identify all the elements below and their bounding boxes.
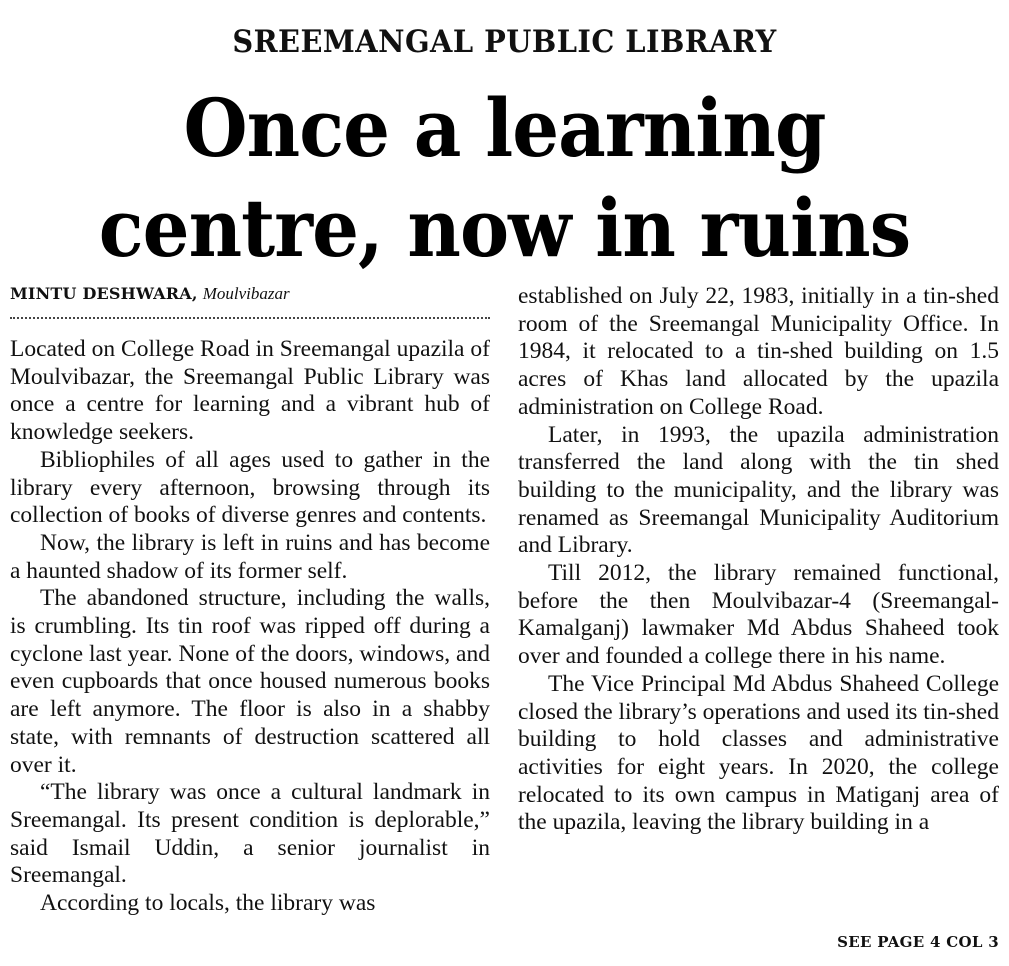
paragraph: The Vice Principal Md Abdus Shaheed College closed the library’s operations and used its tin-shed building to hold classes and administrative activities for eight years. In 2020, the college relocated to its own campus in Matiganj area of the upazila, leaving the library building in a [518, 670, 999, 836]
paragraph: Located on College Road in Sreemangal upazila of Moulvibazar, the Sreemangal Public Library was once a centre for learning and a vibrant hub of knowledge seekers. [10, 336, 490, 446]
kicker: SREEMANGAL PUBLIC LIBRARY [232, 24, 777, 60]
byline-divider [10, 317, 490, 319]
paragraph: Till 2012, the library remained functional, before the then Moulvibazar-4 (Sreemangal-Kamalganj) lawmaker Md Abdus Shaheed took over and founded a college there in his name. [518, 560, 999, 670]
byline [10, 281, 490, 307]
headline [0, 78, 1009, 278]
paragraph: Now, the library is left in ruins and has become a haunted shadow of its former self. [10, 529, 490, 584]
paragraph: established on July 22, 1983, initially in a tin-shed room of the Sreemangal Municipality Office. In 1984, it relocated to a tin-shed building on 1.5 acres of Khas land allocated by the upazila administration on College Road. [518, 283, 999, 420]
article-column-right [518, 283, 999, 837]
continuation-jump-line: SEE PAGE 4 COL 3 [837, 933, 999, 951]
byline-author: MINTU DESHWARA, [10, 284, 198, 303]
paragraph: According to locals, the library was [40, 890, 376, 917]
headline-line-2: centre, now in ruins [98, 181, 911, 275]
paragraph: Later, in 1993, the upazila administration transferred the land along with the tin shed building to the municipality, and the library was renamed as Sreemangal Municipality Auditorium and Library. [518, 421, 999, 559]
byline-location: Moulvibazar [202, 284, 290, 303]
headline-line-1: Once a learning [183, 81, 826, 175]
paragraph: “The library was once a cultural landmark in Sreemangal. Its present condition is deplorable,” said Ismail Uddin, a senior journalist in Sreemangal. [10, 779, 490, 889]
article-column-left [10, 336, 490, 918]
paragraph: The abandoned structure, including the walls, is crumbling. Its tin roof was ripped off during a cyclone last year. None of the doors, windows, and even cupboards that once housed numerous books are left anymore. The floor is also in a shabby state, with remnants of destruction scattered all over it. [10, 585, 490, 778]
paragraph: Bibliophiles of all ages used to gather in the library every afternoon, browsing through its collection of books of diverse genres and contents. [10, 446, 490, 529]
